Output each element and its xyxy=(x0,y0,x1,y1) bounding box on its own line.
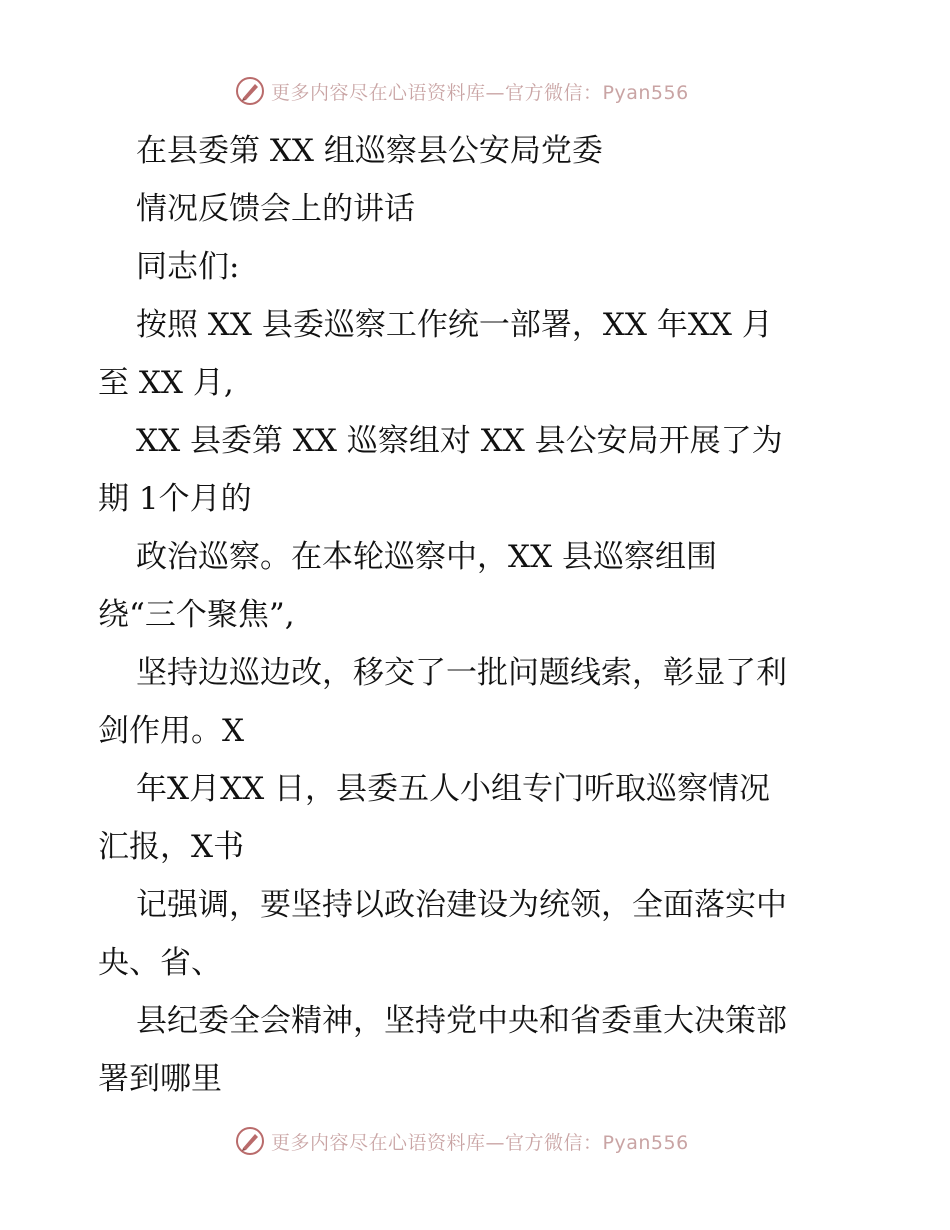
paragraph-line: 县纪委全会精神，坚持党中央和省委重大决策部 xyxy=(136,1003,787,1039)
paragraph-line: 汇报，X书 xyxy=(98,829,245,865)
paragraph-line: 绕“三个聚焦”, xyxy=(98,597,295,633)
paragraph-line: 记强调，要坚持以政治建设为统领，全面落实中 xyxy=(136,887,787,923)
paragraph-line: XX 县委第 XX 巡察组对 XX 县公安局开展了为 xyxy=(136,423,783,459)
paragraph-line: 按照 XX 县委巡察工作统一部署，XX 年XX 月 xyxy=(136,307,773,343)
paragraph-line: 剑作用。X xyxy=(98,713,245,749)
watermark-header xyxy=(235,74,689,108)
watermark-text: 更多内容尽在心语资料库—官方微信：Pyan556 xyxy=(271,1131,689,1154)
watermark-text: 更多内容尽在心语资料库—官方微信：Pyan556 xyxy=(271,81,689,104)
paragraph-line: 至 XX 月, xyxy=(98,365,234,401)
watermark-footer xyxy=(235,1124,689,1158)
pen-seal-icon xyxy=(235,1126,265,1156)
document-body xyxy=(98,122,858,1108)
paragraph-line: 央、省、 xyxy=(98,945,222,981)
title-line-2: 情况反馈会上的讲话 xyxy=(136,191,415,227)
paragraph-line: 坚持边巡边改，移交了一批问题线索，彰显了利 xyxy=(136,655,787,691)
paragraph-line: 年X月XX 日，县委五人小组专门听取巡察情况 xyxy=(136,771,771,807)
salutation: 同志们: xyxy=(136,249,240,285)
paragraph-line: 署到哪里 xyxy=(98,1061,222,1097)
paragraph-line: 期 1个月的 xyxy=(98,481,252,517)
paragraph-line: 政治巡察。在本轮巡察中，XX 县巡察组围 xyxy=(136,539,717,575)
title-line-1: 在县委第 XX 组巡察县公安局党委 xyxy=(136,133,603,169)
pen-seal-icon xyxy=(235,76,265,106)
